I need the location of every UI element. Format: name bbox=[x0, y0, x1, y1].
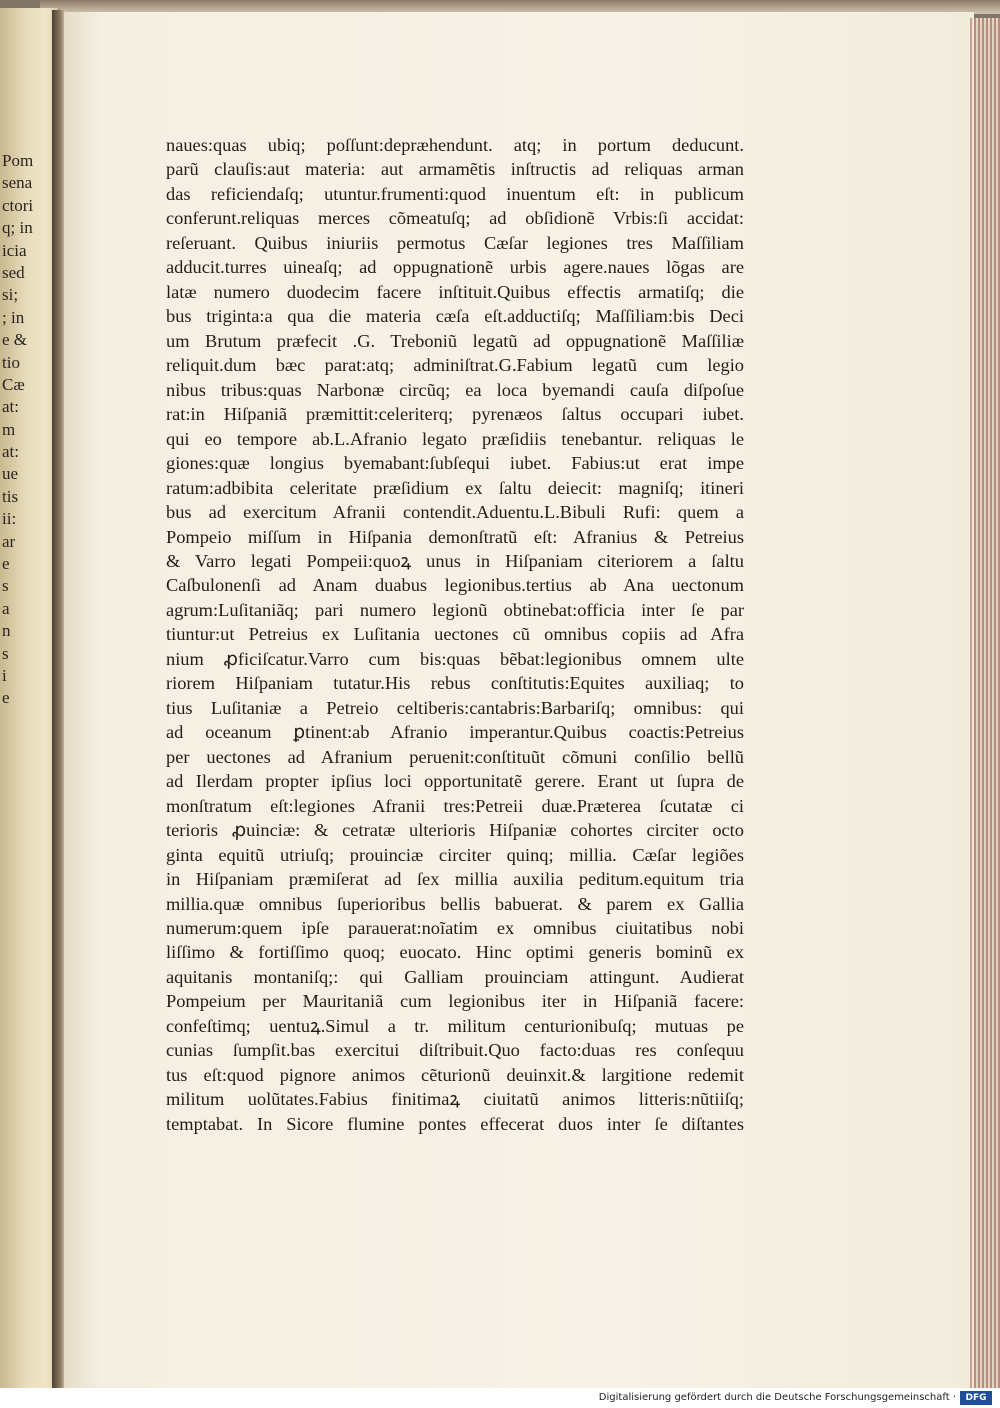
text-line: numerum:quem ipſe parauerat:noĩatim ex omnibus ciuitatibus nobi bbox=[166, 918, 744, 938]
margin-fragment: e bbox=[2, 554, 10, 574]
text-line: cunias ſumpſit.bas exercitui diſtribuit.Quo facto:duas res conſequu bbox=[166, 1040, 744, 1061]
text-line: conferunt.reliquas merces cõmeatuſq; ad obſidionẽ Vrbis:ſi accidat: bbox=[166, 208, 744, 229]
dfg-logo: DFG bbox=[960, 1391, 992, 1405]
margin-fragment: at: bbox=[2, 442, 19, 462]
text-line: tiuntur:ut Petreius ex Luſitania uectones cũ omnibus copiis ad Afra bbox=[166, 624, 744, 645]
margin-fragment: s bbox=[2, 576, 9, 596]
text-line: naues:quas ubiq; poſſunt:depræhendunt. atq; in portum deducunt. bbox=[166, 135, 744, 155]
margin-fragment: ii: bbox=[2, 509, 17, 529]
text-line: aquitanis montaniſq;: qui Galliam prouinciam attingunt. Audierat bbox=[166, 966, 744, 987]
margin-fragment: q; in bbox=[2, 218, 33, 238]
margin-fragment: ; in bbox=[2, 307, 25, 327]
text-line: per uectones ad Afranium peruenit:conſtituũt cõmuni conſilio bellũ bbox=[166, 746, 744, 767]
text-line: Caſbulonenſi ad Anam duabus legionibus.tertius ab Ana uectonum bbox=[166, 575, 744, 596]
text-line: millia.quæ omnibus ſuperioribus bellis babuerat. & parem ex Gallia bbox=[166, 893, 744, 914]
text-line: Pompeium per Mauritaniã cum legionibus iter in Hiſpaniã facere: bbox=[166, 991, 744, 1012]
text-line: militum uolũtates.Fabius finitimaꝝ ciuitatũ animos litteris:nũtiiſq; bbox=[166, 1089, 744, 1110]
text-line: confeſtimq; uentuꝝ.Simul a tr. militum centurionibuſq; mutuas pe bbox=[166, 1015, 744, 1036]
text-line: das reficiendaſq; utuntur.frumenti:quod inuentum eſt: in publicum bbox=[166, 183, 744, 204]
margin-fragment: tis bbox=[2, 486, 19, 506]
margin-fragment: e bbox=[2, 688, 10, 708]
margin-fragment: m bbox=[2, 419, 16, 439]
text-line: ad Ilerdam propter ipſius loci opportunitatẽ gerere. Erant ut ſupra de bbox=[166, 771, 744, 792]
text-line: latæ numero duodecim facere inſtituit.Quibus effectis armatiſq; die bbox=[166, 281, 744, 302]
text-line: reliquit.dum bæc parat:atq; adminiſtrat.G.Fabium legatũ cum legio bbox=[166, 355, 744, 376]
text-line: liſſimo & fortiſſimo quoq; euocato. Hinc optimi generis bominũ ex bbox=[166, 942, 744, 963]
text-line: monſtratum eſt:legiones Afranii tres:Petreii duæ.Præterea ſcutatæ ci bbox=[166, 795, 744, 816]
text-line: terioris ꝓuinciæ: & cetratæ ulterioris Hiſpaniæ cohortes circiter octo bbox=[166, 820, 744, 841]
text-line: nium ꝓficiſcatur.Varro cum bis:quas bẽbat:legionibus omnem ulte bbox=[166, 648, 744, 669]
margin-fragment: n bbox=[2, 621, 11, 641]
text-line: bus ad exercitum Afranii contendit.Aduentu.L.Bibuli Rufi: quem a bbox=[166, 502, 744, 523]
margin-fragment: sed bbox=[2, 262, 25, 282]
text-line: & Varro legati Pompeii:quoꝝ unus in Hiſpaniam citeriorem a ſaltu bbox=[166, 550, 744, 571]
text-line: tius Luſitaniæ a Petreio celtiberis:cantabris:Barbariſq; omnibus: qui bbox=[166, 697, 744, 718]
text-line: in Hiſpaniam præmiſerat ad ſex millia auxilia peditum.equitum tria bbox=[166, 869, 744, 890]
text-line: riorem Hiſpaniam tutatur.His rebus conſtitutis:Equites auxiliaq; to bbox=[166, 673, 744, 694]
margin-fragment: icia bbox=[2, 240, 27, 260]
text-line: Pompeio miſſum in Hiſpania demonſtratũ eſt: Afranius & Petreius bbox=[166, 526, 744, 547]
margin-fragment: si; bbox=[2, 285, 19, 305]
text-line: um Brutum præfecit .G. Treboniũ legatũ ad oppugnationẽ Maſſiliæ bbox=[166, 330, 744, 351]
margin-fragment: at: bbox=[2, 397, 19, 417]
text-line: bus triginta:a qua die materia cæſa eſt.adductiſq; Maſſiliam:bis Deci bbox=[166, 306, 744, 327]
margin-fragment: sena bbox=[2, 173, 33, 193]
text-line: agrum:Luſitaniãq; pari numero legionũ obtinebat:officia inter ſe par bbox=[166, 599, 744, 620]
text-line: ad oceanum ꝑtinent:ab Afranio imperantur.Quibus coactis:Petreius bbox=[166, 722, 744, 743]
text-line: reſeruant. Quibus iniuriis permotus Cæſar legiones tres Maſſiliam bbox=[166, 232, 744, 253]
margin-fragment: ctori bbox=[2, 195, 34, 215]
text-line: temptabat. In Sicore flumine pontes effecerat duos inter ſe diſtantes bbox=[166, 1113, 744, 1134]
text-line: qui eo tempore ab.L.Afranio legato præſidiis tenebantur. reliquas le bbox=[166, 428, 744, 449]
page-edges-stack bbox=[970, 18, 1000, 1388]
margin-fragment: i bbox=[2, 665, 7, 685]
text-line: giones:quæ longius byemabant:ſubſequi iubet. Fabius:ut erat impe bbox=[166, 453, 744, 474]
digitization-footer bbox=[0, 1388, 1000, 1408]
margin-fragment: e & bbox=[2, 330, 28, 350]
margin-fragment: Pom bbox=[2, 151, 34, 170]
left-page-text-fragments bbox=[2, 150, 52, 710]
margin-fragment: tio bbox=[2, 352, 20, 372]
latin-text-block bbox=[166, 133, 744, 1136]
margin-fragment: s bbox=[2, 643, 9, 663]
funding-credit: Digitalisierung gefördert durch die Deutsche Forschungsgemeinschaft · bbox=[598, 1392, 956, 1403]
text-line: ratum:adbibita celeritate præſidium ex ſaltu deiecit: magniſq; itineri bbox=[166, 477, 744, 498]
text-line: parũ clauſis:aut materia: aut armamẽtis inſtructis ad reliquas arman bbox=[166, 159, 744, 180]
margin-fragment: ue bbox=[2, 464, 19, 484]
text-line: tus eſt:quod pignore animos cẽturionũ deuinxit.& largitione redemit bbox=[166, 1064, 744, 1085]
margin-fragment: Cæ bbox=[2, 374, 25, 394]
text-line: ginta equitũ utriuſq; prouinciæ circiter quinq; millia. Cæſar legiões bbox=[166, 844, 744, 865]
text-line: adducit.turres uineaſq; ad oppugnationẽ urbis agere.naues lõgas are bbox=[166, 257, 744, 278]
text-line: rat:in Hiſpaniã præmittit:celeriterq; pyrenæos ſaltus occupari iubet. bbox=[166, 404, 744, 425]
margin-fragment: a bbox=[2, 598, 10, 618]
text-line: nibus tribus:quas Narbonæ circũq; ea loca byemandi cauſa diſpoſue bbox=[166, 379, 744, 400]
margin-fragment: ar bbox=[2, 531, 16, 551]
